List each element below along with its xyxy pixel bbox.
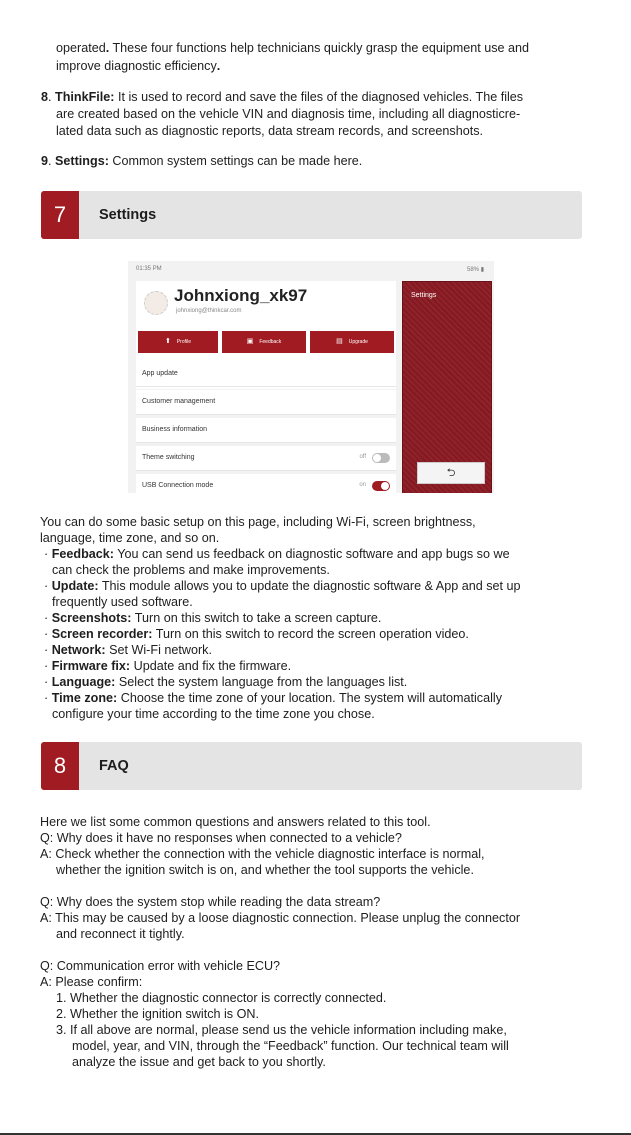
faq-q3: Q: Communication error with vehicle ECU? [40,959,281,973]
bullet-language: · Language: Select the system language from the languages list. [44,675,408,689]
status-time: 01:35 PM [136,266,162,272]
faq-q2: Q: Why does the system stop while reading the data stream? [40,895,381,909]
theme-toggle[interactable] [372,453,390,463]
settings-intro-2: language, time zone, and so on. [40,531,220,545]
bullet-feedback-2: can check the problems and make improvements. [52,563,330,577]
section-title: FAQ [99,758,129,774]
user-email: johnxiong@thinkcar.com [176,308,242,314]
section-7-header [41,191,582,239]
battery-icon: ▮ [480,267,484,273]
faq-a1-2: whether the ignition switch is on, and whether the tool supports the vehicle. [56,863,474,877]
faq-a2-2: and reconnect it tightly. [56,927,185,941]
bullet-update: · Update: This module allows you to update the diagnostic software & App and set up [44,579,521,593]
faq-a3-1: A: Please confirm: [40,975,143,989]
faq-a1-1: A: Check whether the connection with the vehicle diagnostic interface is normal, [40,847,485,861]
settings-row-business-information[interactable]: Business information [136,418,396,443]
bullet-update-2: frequently used software. [52,595,193,609]
settings-side-panel [402,281,492,493]
faq-intro: Here we list some common questions and answers related to this tool. [40,815,431,829]
thinkfile-item: 8. ThinkFile: It is used to record and save the files of the diagnosed vehicles. The files [41,90,524,104]
profile-button[interactable]: ⬆ Profile [138,331,218,353]
settings-row-app-update[interactable]: App update [136,362,396,387]
battery-status: 58% ▮ [467,267,484,273]
settings-item: 9. Settings: Common system settings can be made here. [41,154,363,168]
bullet-timezone: · Time zone: Choose the time zone of your location. The system will automatically [44,691,503,705]
bullet-feedback: · Feedback: You can send us feedback on diagnostic software and app bugs so we [44,547,510,561]
back-button[interactable] [417,462,485,484]
settings-row-usb-connection: USB Connection mode on [136,474,396,493]
user-icon: ⬆ [164,338,171,345]
intro-line-1: operated. These four functions help technicians quickly grasp the equipment use and [56,41,530,55]
status-bar [128,261,494,279]
back-arrow-icon: ⮌ [446,467,456,479]
section-number: 7 [41,191,79,239]
section-title: Settings [99,207,157,223]
bullet-screenshots: · Screenshots: Turn on this switch to take a screen capture. [44,611,382,625]
faq-a3-item-3: 3. If all above are normal, please send us the vehicle information including make, [56,1023,507,1037]
bullet-network: · Network: Set Wi-Fi network. [44,643,212,657]
faq-q1: Q: Why does it have no responses when connected to a vehicle? [40,831,402,845]
feedback-button[interactable]: ▣ Feedback [222,331,306,353]
settings-row-theme-switching: Theme switching off [136,446,396,471]
faq-a3-item-1: 1. Whether the diagnostic connector is correctly connected. [56,991,387,1005]
upgrade-icon: ▤ [336,338,343,345]
feedback-icon: ▣ [246,338,254,345]
thinkfile-line-2: are created based on the vehicle VIN and diagnosis time, including all diagnosticre- [56,107,521,121]
usb-toggle[interactable] [372,481,390,491]
faq-a3-item-3-3: analyze the issue and get back to you shortly. [72,1055,326,1069]
faq-a3-item-2: 2. Whether the ignition switch is ON. [56,1007,259,1021]
section-8-header [41,742,582,790]
upgrade-button[interactable]: ▤ Upgrade [310,331,394,353]
section-number: 8 [41,742,79,790]
bullet-timezone-2: configure your time according to the time zone you chose. [52,707,375,721]
bullet-firmware: · Firmware fix: Update and fix the firmware. [44,659,292,673]
thinkfile-line-3: lated data such as diagnostic reports, data stream records, and screenshots. [56,124,484,138]
settings-row-customer-management[interactable]: Customer management [136,390,396,415]
avatar[interactable] [144,291,168,315]
settings-intro-1: You can do some basic setup on this page, including Wi-Fi, screen brightness, [40,515,476,529]
faq-a2-1: A: This may be caused by a loose diagnostic connection. Please unplug the connector [40,911,521,925]
side-panel-title: Settings [411,292,437,299]
settings-screenshot [128,261,494,493]
faq-a3-item-3-2: model, year, and VIN, through the “Feedback” function. Our technical team will [72,1039,509,1053]
username: Johnxiong_xk97 [174,286,308,305]
bullet-recorder: · Screen recorder: Turn on this switch to record the screen operation video. [44,627,469,641]
intro-line-2: improve diagnostic efficiency. [56,59,221,73]
